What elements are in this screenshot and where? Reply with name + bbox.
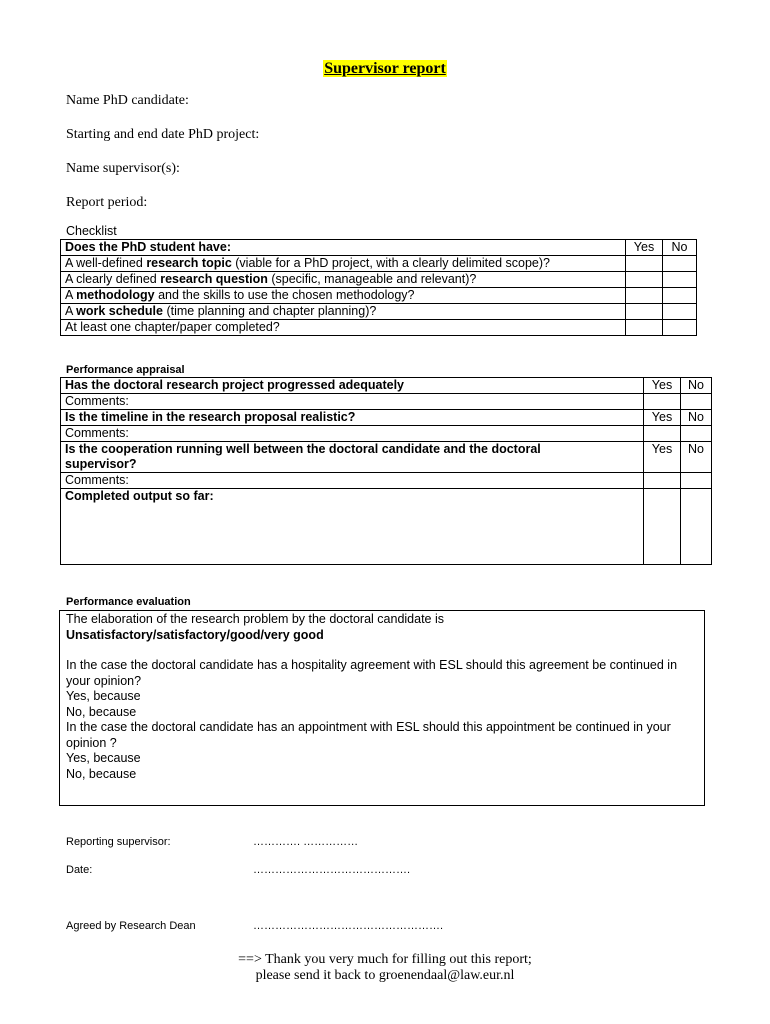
evaluation-line: The elaboration of the research problem by the doctoral candidate is <box>66 612 445 626</box>
spacer <box>66 643 698 658</box>
checklist-item: A clearly defined research question (specific, manageable and relevant)? <box>61 272 626 288</box>
no-header: No <box>663 240 697 256</box>
completed-output-field[interactable]: Completed output so far: <box>61 489 644 565</box>
hospitality-no[interactable]: No, because <box>66 704 137 719</box>
reporting-supervisor-label: Reporting supervisor: <box>66 836 171 848</box>
reporting-supervisor-field[interactable]: …………. …………… <box>253 836 359 848</box>
no-label: No <box>681 410 712 426</box>
yes-checkbox[interactable] <box>626 256 663 272</box>
appraisal-question-row <box>61 410 712 426</box>
agreed-label: Agreed by Research Dean <box>66 920 196 932</box>
no-label: No <box>681 378 712 394</box>
evaluation-options[interactable]: Unsatisfactory/satisfactory/good/very good <box>66 627 324 642</box>
appraisal-question: Is the cooperation running well between the doctoral candidate and the doctoral supervisor? <box>61 442 644 473</box>
checklist-row <box>61 256 697 272</box>
no-label: No <box>681 442 712 473</box>
appraisal-label: Performance appraisal <box>66 364 185 376</box>
checklist-row <box>61 304 697 320</box>
agreed-field[interactable]: ……………………………………………. <box>253 920 444 932</box>
checklist-item: A methodology and the skills to use the chosen methodology? <box>61 288 626 304</box>
no-checkbox[interactable] <box>663 320 697 336</box>
footer-note <box>0 952 770 984</box>
comments-field[interactable]: Comments: <box>61 394 644 410</box>
checklist-row <box>61 288 697 304</box>
checklist-header-row <box>61 240 697 256</box>
no-checkbox[interactable] <box>663 256 697 272</box>
checklist-item: At least one chapter/paper completed? <box>61 320 626 336</box>
date-field[interactable]: ……………………………………. <box>253 864 411 876</box>
field-supervisor-name: Name supervisor(s): <box>66 161 180 176</box>
field-project-dates: Starting and end date PhD project: <box>66 127 260 142</box>
no-checkbox[interactable] <box>663 272 697 288</box>
no-cell[interactable] <box>681 473 712 489</box>
evaluation-label: Performance evaluation <box>66 596 191 608</box>
appraisal-table <box>60 377 712 565</box>
no-cell[interactable] <box>681 426 712 442</box>
yes-cell[interactable] <box>644 426 681 442</box>
field-report-period: Report period: <box>66 195 148 210</box>
checklist-label: Checklist <box>66 224 117 238</box>
checklist-row <box>61 272 697 288</box>
yes-label: Yes <box>644 378 681 394</box>
checklist-item: A work schedule (time planning and chapter planning)? <box>61 304 626 320</box>
yes-cell[interactable] <box>644 394 681 410</box>
yes-label: Yes <box>644 442 681 473</box>
footer-line-1: ==> Thank you very much for filling out this report; <box>238 952 532 967</box>
appointment-question: In the case the doctoral candidate has an appointment with ESL should this appointment be continued in your opinion ? <box>66 720 671 750</box>
hospitality-question: In the case the doctoral candidate has a hospitality agreement with ESL should this agreement be continued in your opinion? <box>66 658 678 688</box>
checklist-table <box>60 239 697 336</box>
appraisal-comments-row <box>61 426 712 442</box>
appraisal-question: Is the timeline in the research proposal realistic? <box>61 410 644 426</box>
checklist-header: Does the PhD student have: <box>61 240 626 256</box>
no-cell <box>681 489 712 565</box>
checklist-item: A well-defined research topic (viable for a PhD project, with a clearly delimited scope)? <box>61 256 626 272</box>
page-title: Supervisor report <box>324 60 446 77</box>
yes-checkbox[interactable] <box>626 272 663 288</box>
comments-field[interactable]: Comments: <box>61 426 644 442</box>
no-checkbox[interactable] <box>663 304 697 320</box>
field-candidate-name: Name PhD candidate: <box>66 93 189 108</box>
date-label: Date: <box>66 864 93 876</box>
yes-checkbox[interactable] <box>626 288 663 304</box>
appointment-yes[interactable]: Yes, because <box>66 751 141 765</box>
yes-checkbox[interactable] <box>626 304 663 320</box>
appraisal-question-row <box>61 378 712 394</box>
comments-field[interactable]: Comments: <box>61 473 644 489</box>
appraisal-comments-row <box>61 473 712 489</box>
yes-cell[interactable] <box>644 473 681 489</box>
appraisal-question-row <box>61 442 712 473</box>
appointment-no[interactable]: No, because <box>66 766 137 781</box>
evaluation-box[interactable] <box>59 610 705 806</box>
no-cell[interactable] <box>681 394 712 410</box>
output-row <box>61 489 712 565</box>
footer-line-2: please send it back to groenendaal@law.eur.nl <box>255 968 515 983</box>
appraisal-comments-row <box>61 394 712 410</box>
yes-header: Yes <box>626 240 663 256</box>
hospitality-yes[interactable]: Yes, because <box>66 689 141 703</box>
checklist-row <box>61 320 697 336</box>
yes-checkbox[interactable] <box>626 320 663 336</box>
no-checkbox[interactable] <box>663 288 697 304</box>
appraisal-question: Has the doctoral research project progressed adequately <box>61 378 644 394</box>
yes-label: Yes <box>644 410 681 426</box>
yes-cell <box>644 489 681 565</box>
